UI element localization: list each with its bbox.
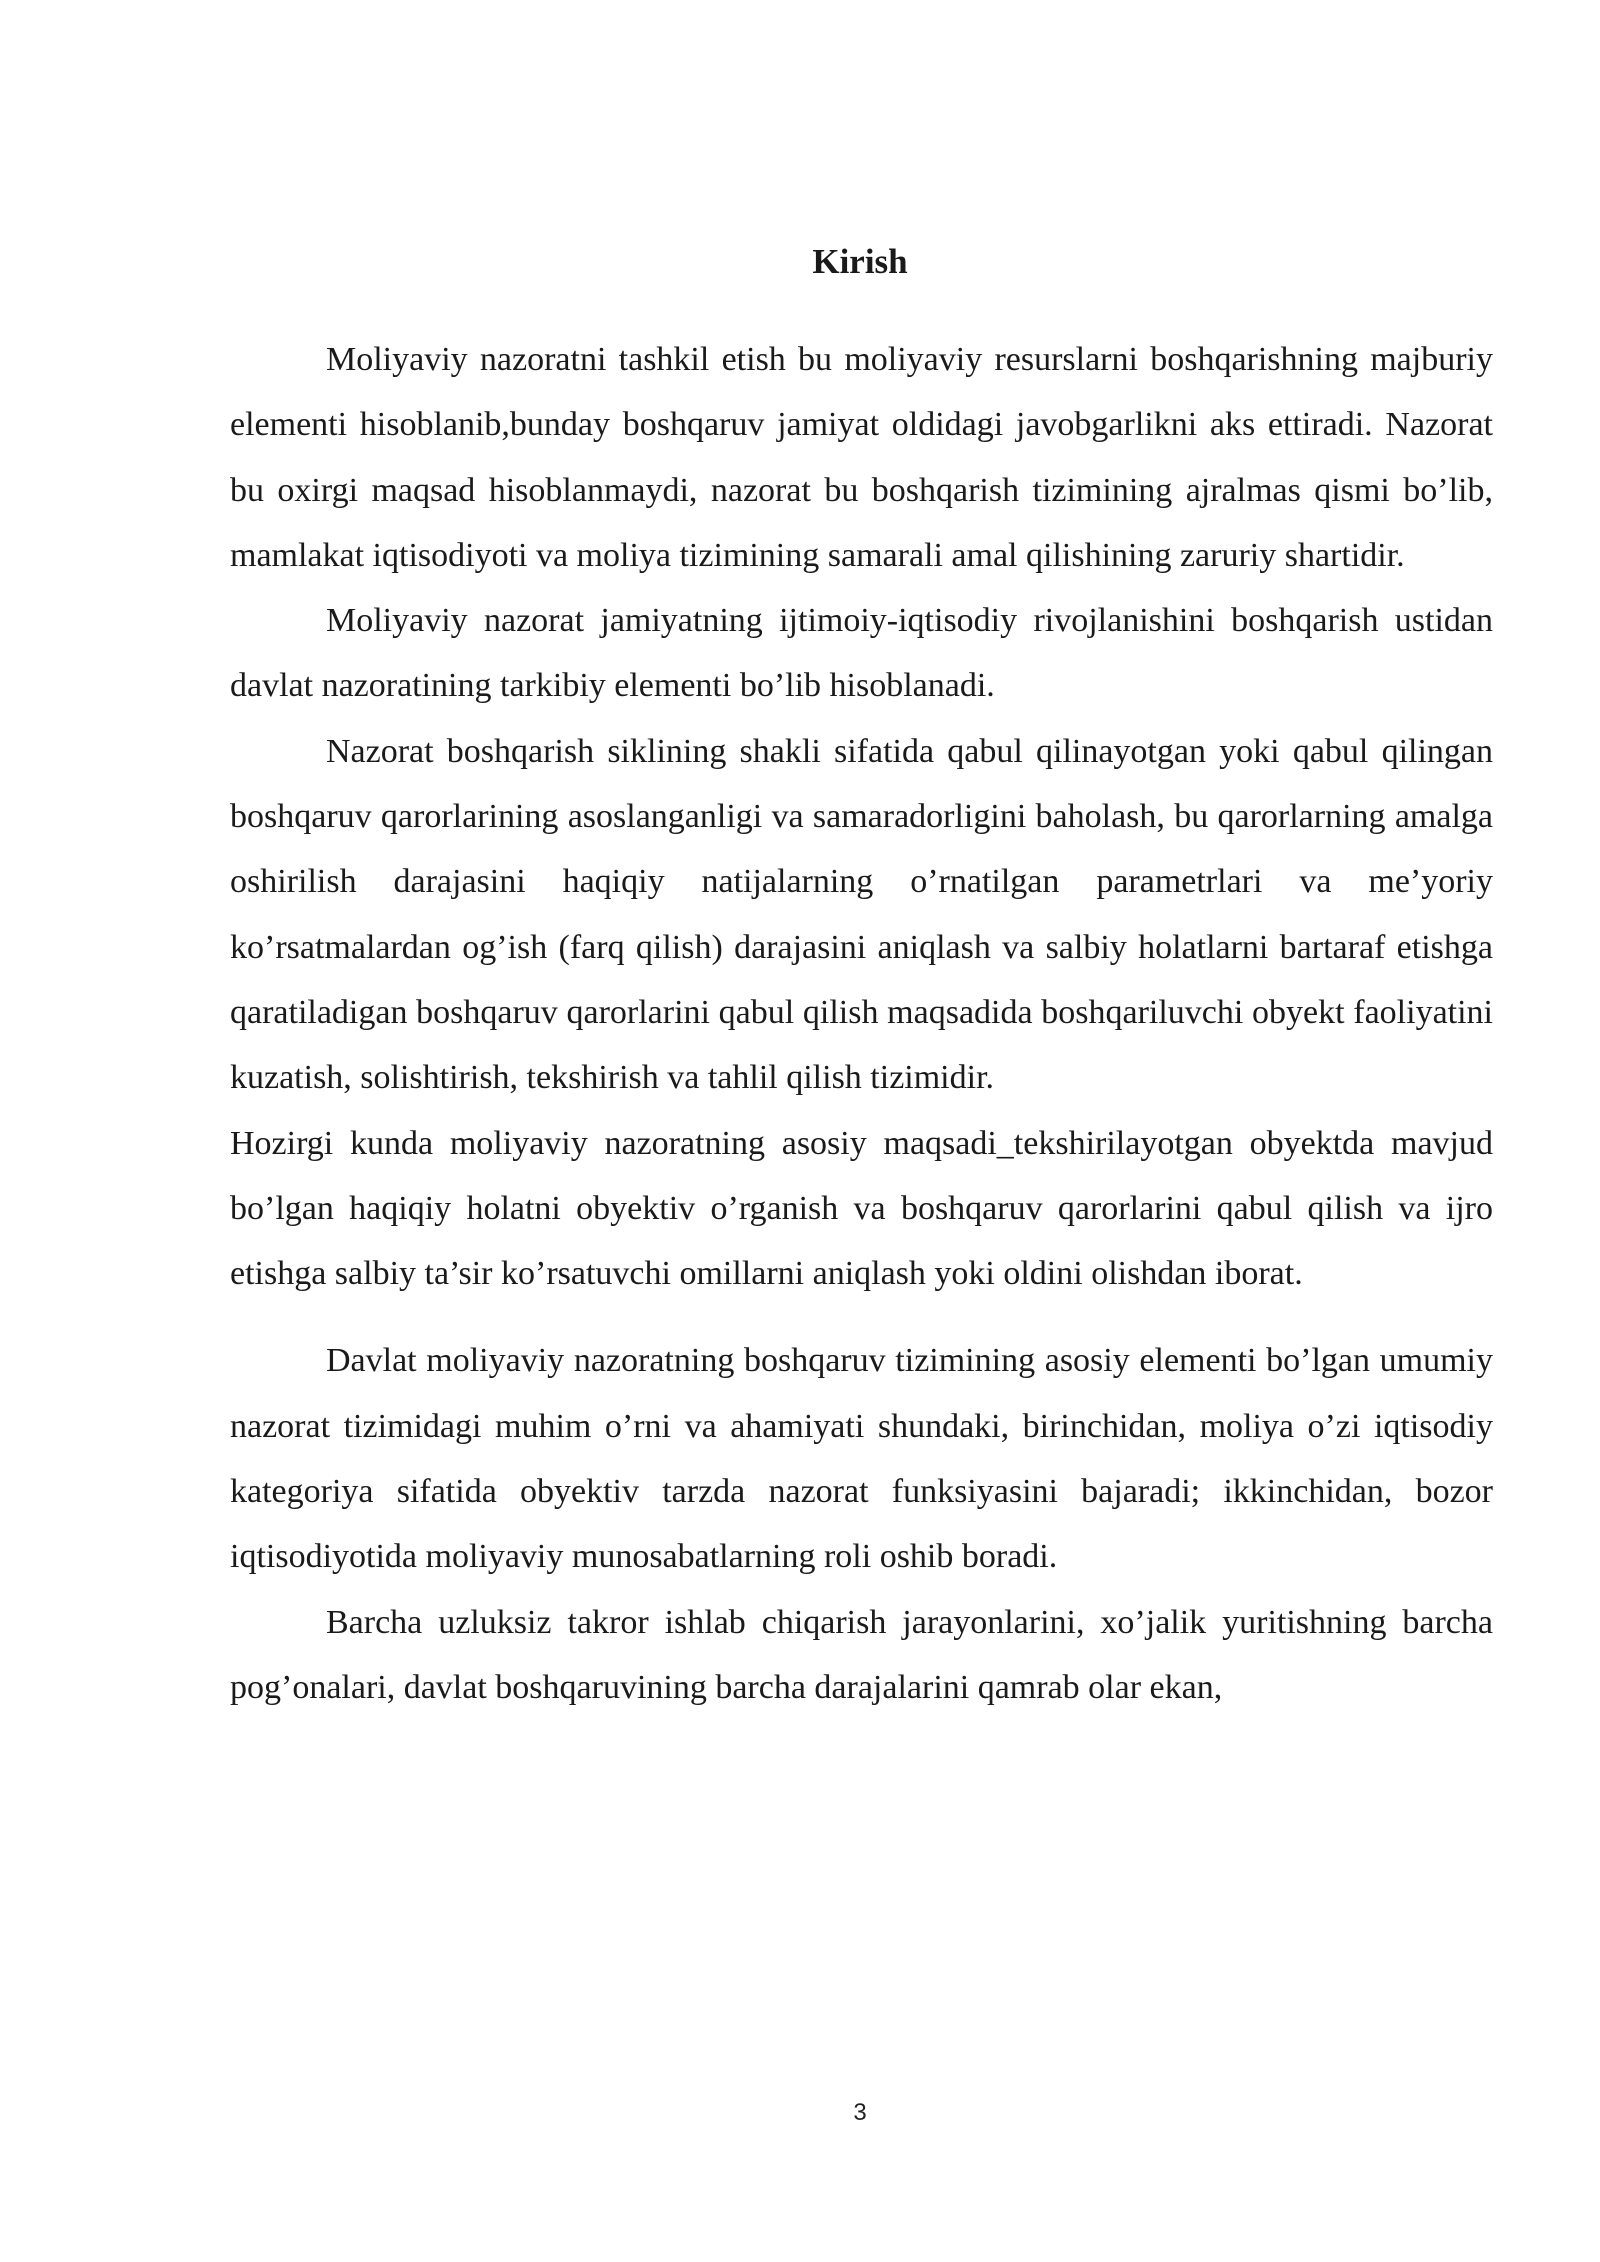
paragraph-6: Barcha uzluksiz takror ishlab chiqarish jarayonlarini, xo’jalik yuritishning barcha pog’onalari, davlat boshqaruvining barcha darajalarini qamrab olar ekan, (230, 1603, 1493, 1706)
paragraph-2: Moliyaviy nazorat jamiyatning ijtimoiy-iqtisodiy rivojlanishini boshqarish ustidan davlat nazoratining tarkibiy elementi bo’lib hisoblanadi. (230, 602, 1493, 705)
paragraph-5: Davlat moliyaviy nazoratning boshqaruv tizimining asosiy elementi bo’lgan umumiy nazorat tizimidagi muhim o’rni va ahamiyati shundaki, birinchidan, moliya o’zi iqtisodiy kategoriya sifatida obyektiv tarzda nazorat funksiyasini bajaradi; ikkinchidan, bozor iqtisodiyotida moliyaviy munosabatlarning roli oshib boradi. (230, 1342, 1493, 1576)
page-number: 3 (853, 2099, 867, 2126)
paragraph-1: Moliyaviy nazoratni tashkil etish bu moliyaviy resurslarni boshqarishning majburiy elementi hisoblanib,bunday boshqaruv jamiyat oldidagi javobgarlikni aks ettiradi. Nazorat bu oxirgi maqsad hisoblanmaydi, nazorat bu boshqarish tizimining ajralmas qismi bo’lib, mamlakat iqtisodiyoti va moliya tizimining samarali amal qilishining zaruriy shartidir. (230, 341, 1493, 574)
paragraph-3: Nazorat boshqarish siklining shakli sifatida qabul qilinayotgan yoki qabul qilingan boshqaruv qarorlarining asoslanganligi va samaradorligini baholash, bu qarorlarning amalga oshirilish darajasini haqiqiy natijalarning o’rnatilgan parametrlari va me’yoriy ko’rsatmalardan og’ish (farq qilish) darajasini aniqlash va salbiy holatlarni bartaraf etishga qaratiladigan boshqaruv qarorlarini qabul qilish maqsadida boshqariluvchi obyekt faoliyatini kuzatish, solishtirish, tekshirish va tahlil qilish tizimidir. (230, 732, 1493, 1097)
document-body (230, 327, 1493, 1720)
section-title: Kirish (812, 242, 908, 281)
paragraph-4: Hozirgi kunda moliyaviy nazoratning asosiy maqsadi_tekshirilayotgan obyektda mavjud bo’lgan haqiqiy holatni obyektiv o’rganish va boshqaruv qarorlarini qabul qilish va ijro etishga salbiy ta’sir ko’rsatuvchi omillarni aniqlash yoki oldini olishdan iborat. (230, 1124, 1493, 1293)
